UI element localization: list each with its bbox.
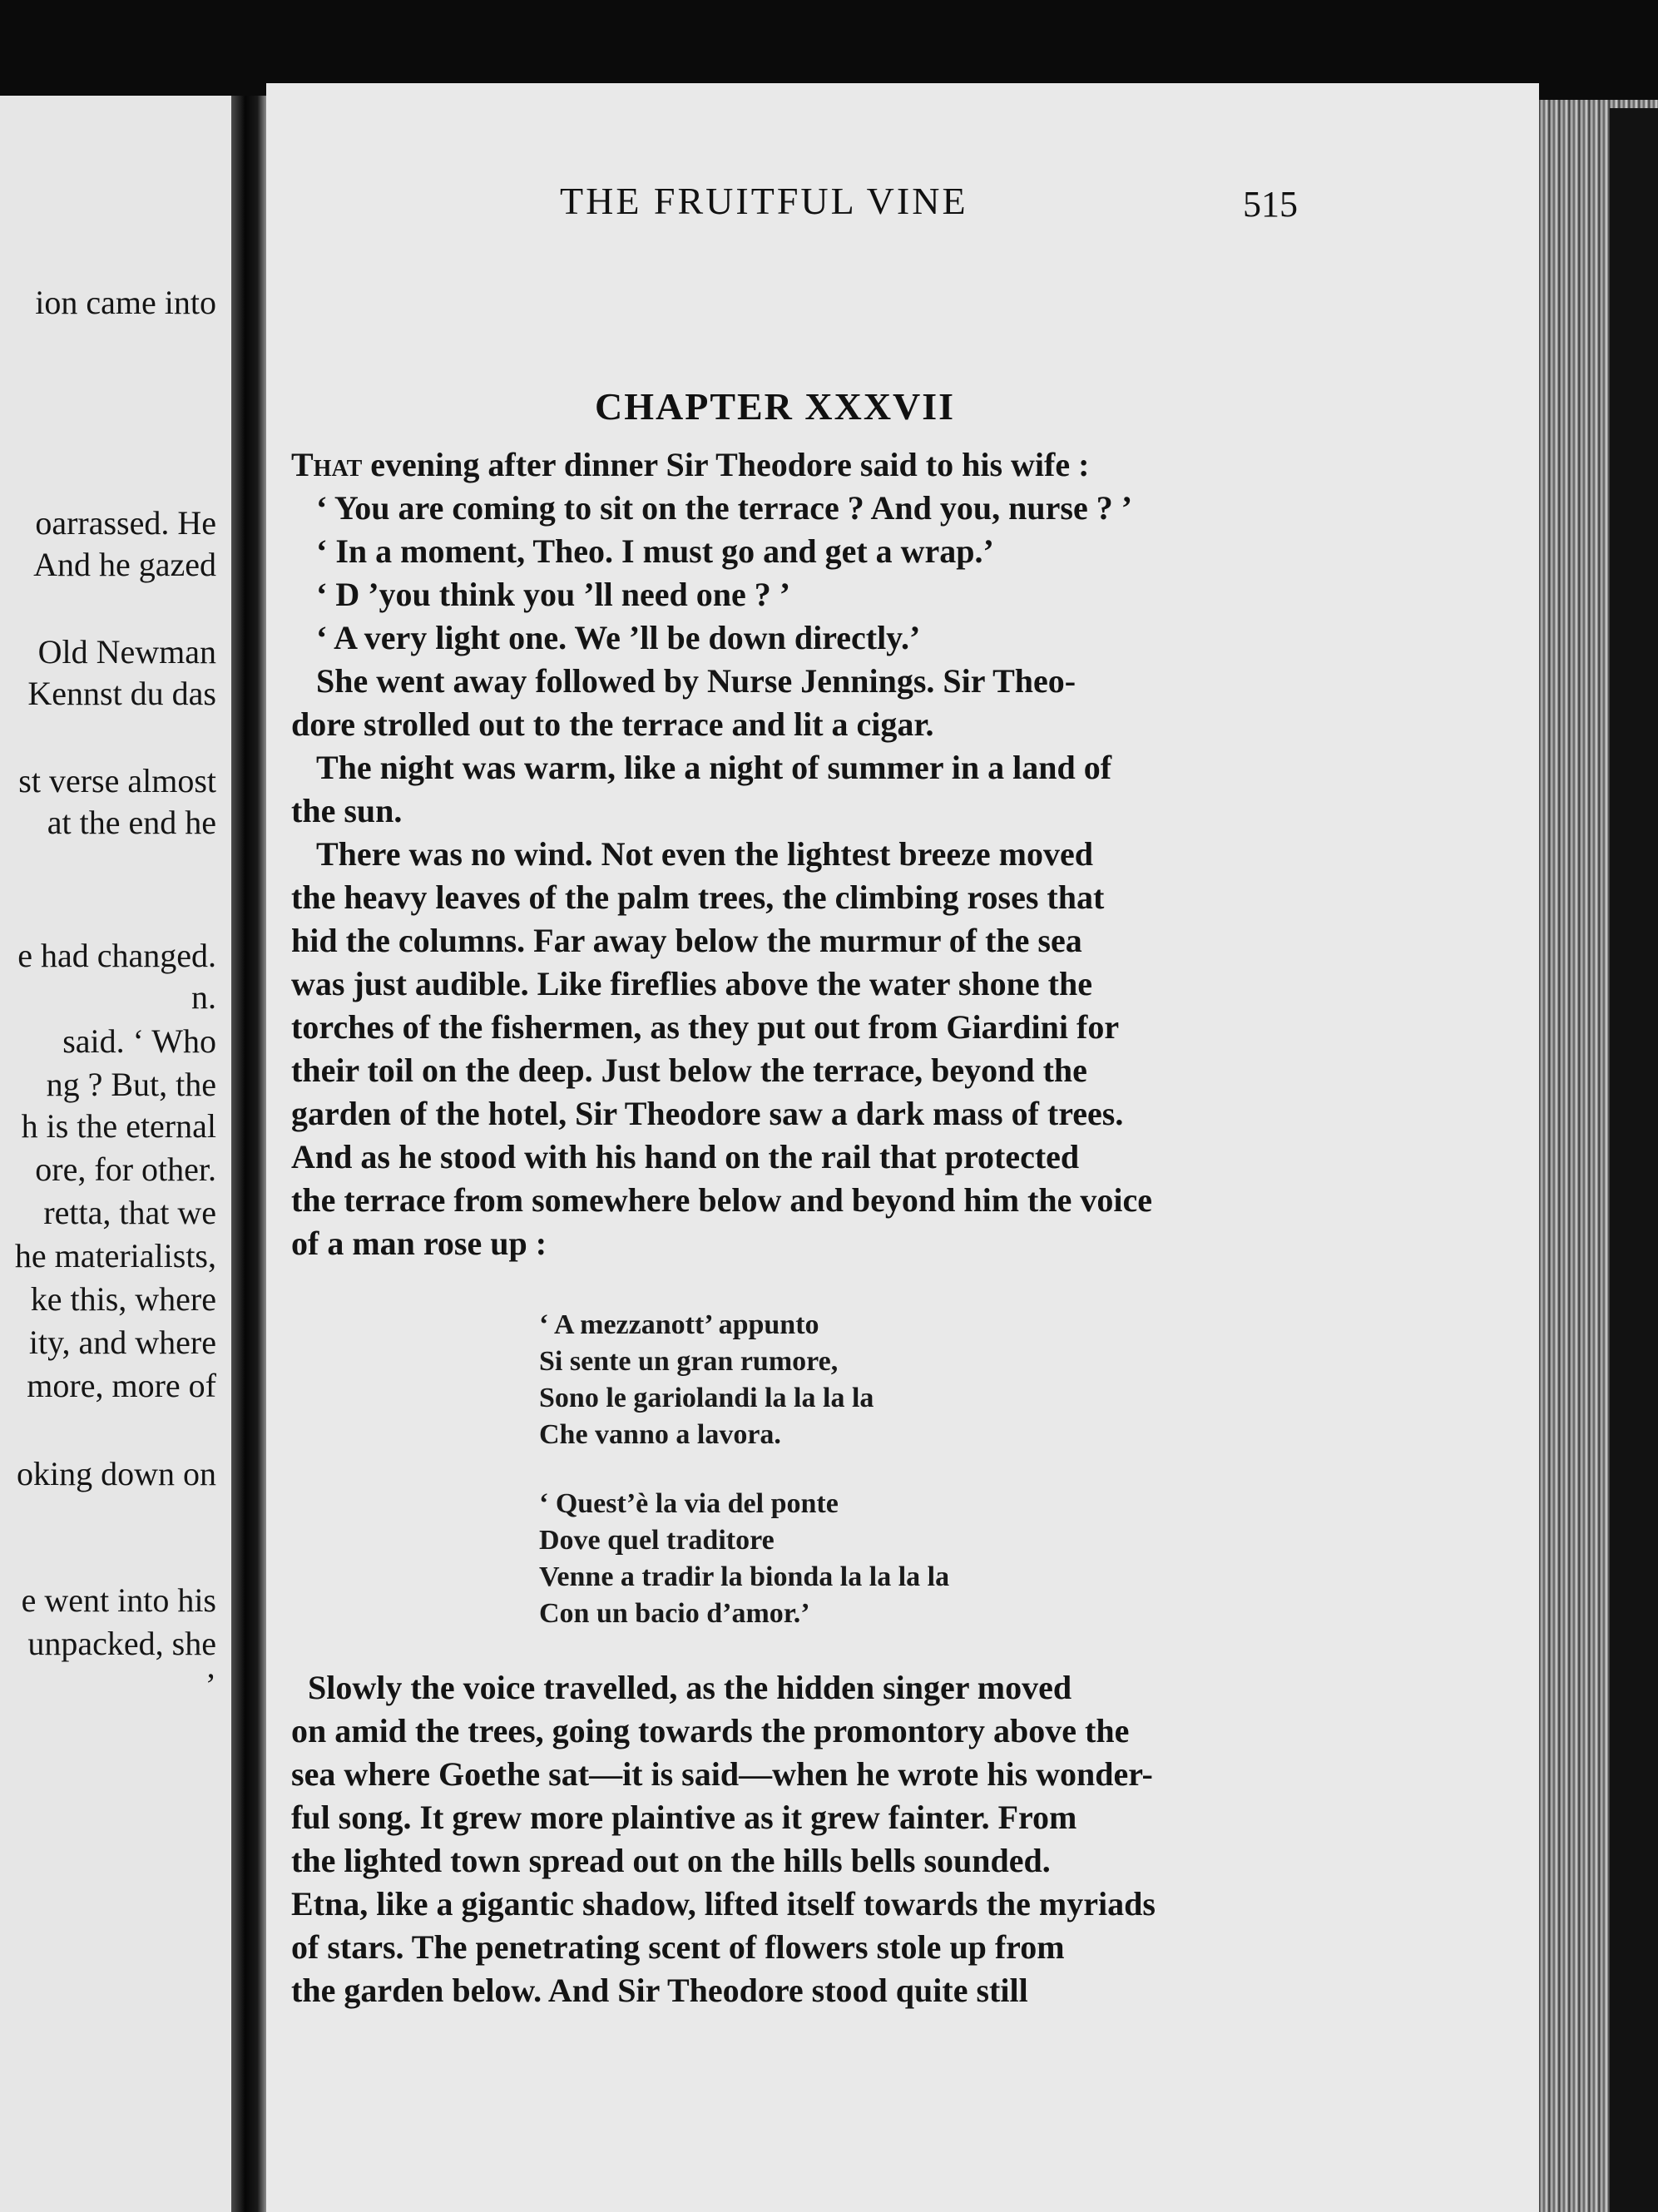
body-line: ful song. It grew more plaintive as it grew fainter. From: [291, 1799, 1077, 1836]
left-page-line: ke this, where: [30, 1280, 216, 1318]
left-page-line: n.: [191, 978, 216, 1016]
left-page-line: oking down on: [17, 1455, 216, 1492]
left-page-line: e went into his: [21, 1581, 216, 1619]
verse-line: Si sente un gran rumore,: [539, 1346, 839, 1377]
left-page-line: said. ‘ Who: [62, 1022, 216, 1060]
body-line: the terrace from somewhere below and beyond him the voice: [291, 1181, 1152, 1219]
body-line: ‘ In a moment, Theo. I must go and get a wrap.’: [316, 532, 994, 570]
scan-border: [1610, 108, 1658, 2212]
left-page-line: he materialists,: [14, 1237, 216, 1274]
left-page-line: ity, and where: [28, 1324, 216, 1361]
body-line: on amid the trees, going towards the promontory above the: [291, 1712, 1130, 1749]
left-page-line: e had changed.: [17, 937, 216, 974]
body-line: garden of the hotel, Sir Theodore saw a dark mass of trees.: [291, 1095, 1124, 1132]
body-line: was just audible. Like fireflies above the water shone the: [291, 965, 1092, 1002]
verse-line: ‘ Quest’è la via del ponte: [539, 1488, 839, 1519]
left-page-line: Old Newman: [37, 633, 216, 671]
body-line: She went away followed by Nurse Jennings. Sir Theo-: [316, 662, 1076, 700]
book-gutter: [231, 96, 266, 2212]
body-line: ‘ D ’you think you ’ll need one ? ’: [316, 576, 791, 613]
body-line: Etna, like a gigantic shadow, lifted itself towards the myriads: [291, 1885, 1156, 1923]
body-line: of a man rose up :: [291, 1225, 547, 1262]
body-line: the lighted town spread out on the hills bells sounded.: [291, 1842, 1051, 1879]
body-line: There was no wind. Not even the lightest breeze moved: [316, 835, 1093, 873]
verse-line: Che vanno a lavora.: [539, 1419, 781, 1450]
left-page-line: ore, for other.: [35, 1151, 216, 1188]
running-head: THE FRUITFUL VINE: [560, 180, 968, 222]
left-page-line: retta, that we: [43, 1194, 216, 1231]
body-line: their toil on the deep. Just below the terrace, beyond the: [291, 1052, 1087, 1089]
left-page-line: ion came into: [35, 284, 216, 321]
body-line: of stars. The penetrating scent of flowers stole up from: [291, 1928, 1065, 1966]
body-line: hid the columns. Far away below the murmur of the sea: [291, 922, 1082, 959]
body-line: [291, 443, 1089, 487]
body-line: And as he stood with his hand on the rail that protected: [291, 1138, 1080, 1175]
left-page-line: unpacked, she: [27, 1625, 216, 1662]
verse-line: ‘ A mezzanott’ appunto: [539, 1309, 819, 1340]
body-line: the garden below. And Sir Theodore stood quite still: [291, 1972, 1028, 2009]
body-line: sea where Goethe sat—it is said—when he wrote his wonder-: [291, 1755, 1153, 1793]
verse-line: Sono le gariolandi la la la la: [539, 1383, 874, 1413]
body-line: ‘ You are coming to sit on the terrace ? And you, nurse ? ’: [316, 489, 1133, 527]
left-page-line: more, more of: [27, 1367, 216, 1404]
verse-line: Venne a tradir la bionda la la la la: [539, 1561, 950, 1592]
body-line: the sun.: [291, 792, 403, 829]
left-page-line: And he gazed: [33, 546, 216, 583]
left-page-line: ’: [205, 1666, 216, 1704]
left-page-line: at the end he: [47, 804, 216, 841]
body-line: the heavy leaves of the palm trees, the climbing roses that: [291, 878, 1105, 916]
verse-line: Dove quel traditore: [539, 1525, 775, 1556]
left-page-line: oarrassed. He: [35, 504, 216, 542]
left-page-line: h is the eternal: [21, 1107, 216, 1145]
body-line: torches of the fishermen, as they put out from Giardini for: [291, 1008, 1120, 1046]
body-line: dore strolled out to the terrace and lit a cigar.: [291, 705, 934, 743]
page-number: 515: [1243, 184, 1298, 225]
left-page-line: st verse almost: [18, 762, 216, 799]
left-page-line: ng ? But, the: [46, 1066, 216, 1103]
verse-line: Con un bacio d’amor.’: [539, 1598, 810, 1629]
body-line: The night was warm, like a night of summer in a land of: [316, 749, 1112, 786]
paragraph-lead-word: That: [291, 446, 363, 483]
body-line: Slowly the voice travelled, as the hidden singer moved: [308, 1669, 1072, 1706]
left-page-fragment: [0, 96, 231, 2212]
body-line: ‘ A very light one. We ’ll be down directly.’: [316, 619, 921, 656]
chapter-title: CHAPTER XXXVII: [595, 385, 956, 428]
paragraph-text: evening after dinner Sir Theodore said to his wife :: [362, 446, 1090, 483]
left-page-line: Kennst du das: [27, 675, 216, 712]
